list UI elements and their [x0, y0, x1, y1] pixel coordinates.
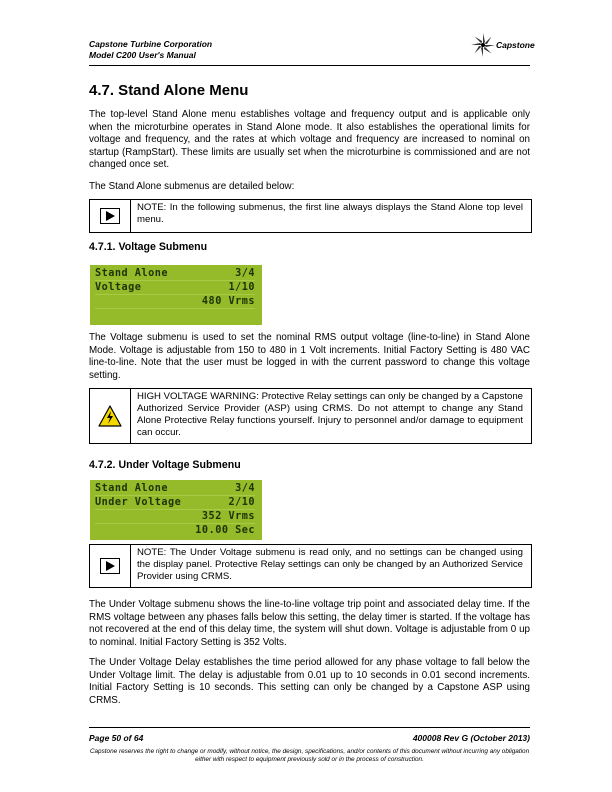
- logo-text: Capstone: [496, 40, 535, 50]
- company-name: Capstone Turbine Corporation: [89, 39, 213, 49]
- arrow-right-icon: [100, 558, 120, 574]
- document-revision: 400008 Rev G (October 2013): [412, 733, 530, 743]
- header-rule: [89, 65, 530, 66]
- page-number: Page 50 of 64: [89, 733, 144, 743]
- submenus-line: The Stand Alone submenus are detailed below:: [89, 181, 295, 192]
- footer-rule: [89, 727, 530, 728]
- under-voltage-description: The Under Voltage submenu shows the line-to-line voltage trip point and associated delay time. If the RMS voltage between any phases falls below this setting, the delay timer is started. If the voltage has not recovered at the end of this delay time, the system will shut down. Voltage is adjustable from 0 up to nominal. Initial Factory Setting is 352 Volts.: [89, 599, 530, 648]
- manual-title: Model C200 User's Manual: [89, 49, 196, 60]
- note-text-1: NOTE: In the following submenus, the first line always displays the Stand Alone top level menu.: [137, 202, 523, 226]
- voltage-description: The Voltage submenu is used to set the nominal RMS output voltage (line-to-line) in Stand Alone Mode. Voltage is adjustable from 150 to 480 in 1 Volt increments. Initial Factory Setting is 480 VAC line-to-line. Note that the user must be logged in with the current password to change this voltage setting.: [89, 332, 530, 381]
- note-box-1: [89, 199, 532, 233]
- capstone-logo: [468, 30, 540, 60]
- lcd-line-3: 352 Vrms: [95, 510, 255, 524]
- lcd-line-4: 10.00 Sec: [195, 525, 255, 536]
- warning-text: HIGH VOLTAGE WARNING: Protective Relay settings can only be changed by a Capstone Authorized Service Provider (ASP) using CRMS. Do not attempt to change any Stand Alone Protective Relay functions yourself. Injury to personnel and/or damage to equipment can occur.: [137, 391, 523, 439]
- warning-box: [89, 388, 532, 444]
- under-voltage-delay-description: The Under Voltage Delay establishes the time period allowed for any phase voltage to fall below the Under Voltage limit. The delay is adjustable from 0.01 up to 10 seconds in 0.01 second increments. Initial Factory Setting is 10 seconds. This setting can only be changed by a Capstone ASP using CRMS.: [89, 657, 530, 706]
- note-text-2: NOTE: The Under Voltage submenu is read only, and no settings can be changed using the display panel. Protective Relay settings can only be changed by an Authorized Service Provider using CRMS.: [137, 547, 523, 583]
- disclaimer: Capstone reserves the right to change or modify, without notice, the design, specifications, and/or contents of this document without incurring any obligation either with respect to equipment previously sold or in the process of construction.: [89, 748, 530, 764]
- lcd-line-4: [95, 309, 255, 322]
- turbine-icon: [468, 30, 498, 60]
- under-voltage-lcd-display: [90, 480, 262, 540]
- under-voltage-heading: 4.7.2. Under Voltage Submenu: [89, 459, 241, 471]
- lcd-line-1: Stand Alone 3/4: [95, 483, 255, 494]
- note-box-2: [89, 544, 532, 588]
- lcd-line-2: Under Voltage 2/10: [95, 497, 255, 508]
- section-title: 4.7. Stand Alone Menu: [89, 82, 249, 99]
- intro-paragraph: The top-level Stand Alone menu establishes voltage and frequency output and is applicable only when the microturbine operates in Stand Alone mode. It also establishes the operational limits for voltage and frequency, and the rates at which voltage and frequency are increased to nominal on startup (RampStart). These limits are usually set when the microturbine is commissioned and are not changed once set.: [89, 109, 530, 171]
- arrow-right-icon: [100, 208, 120, 224]
- lcd-line-3: 480 Vrms: [95, 295, 255, 309]
- lcd-line-2: Voltage 1/10: [95, 282, 255, 293]
- lcd-line-1: Stand Alone 3/4: [95, 268, 255, 279]
- electric-shock-warning-icon: [98, 405, 122, 427]
- voltage-heading: 4.7.1. Voltage Submenu: [89, 241, 208, 253]
- voltage-lcd-display: [90, 265, 262, 325]
- page-header: [89, 39, 212, 60]
